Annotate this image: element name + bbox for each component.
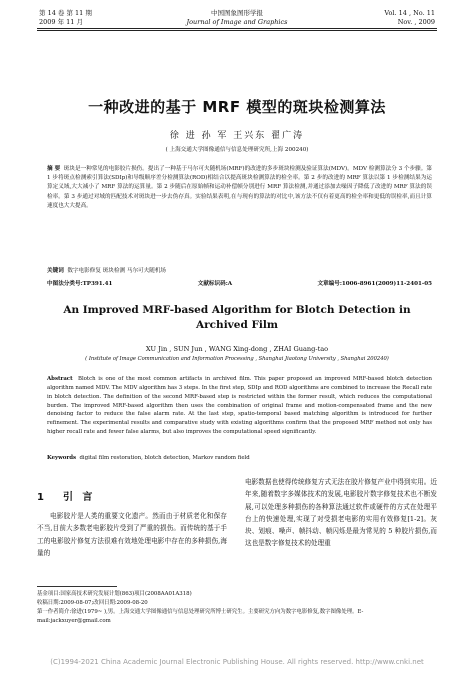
body-text-left: 电影胶片是人类的重要文化遗产。然而由于材质老化和保存不当,目前大多数老电影胶片受到了严重的损伤。而传统的基于手工的电影胶片修复方法很难有效地处理电影中存在的多种损伤,海量的: [37, 512, 227, 557]
body-text-right: 电影数据也使得传统修复方式无法在胶片修复产业中得到实用。近年来,随着数字多媒体技术的发展,电影胶片数字修复技术也不断发展,可以处理多种损伤的各种算法通过软件或硬件的方式在处理平台上的快速处理,实现了对受损老电影的实用有效修复[1-2]。灰块、划痕、噪声、帧抖动、帧闪烁是最为常见的 5 种胶片损伤,而这也是数字修复技术的处理重: [245, 478, 437, 548]
footnote-rule: [37, 586, 117, 587]
keywords-en: [47, 454, 432, 463]
journal-volume-en: [384, 9, 435, 26]
footnote-dates: 收稿日期:2009-08-07;改回日期:2009-08-20: [37, 600, 148, 606]
section-number: 1: [37, 492, 44, 503]
paper-title-cn: 一种改进的基于 MRF 模型的斑块检测算法: [88, 98, 386, 116]
keywords-cn: [47, 267, 432, 276]
journal-name-en: Journal of Image and Graphics: [186, 17, 288, 26]
keywords-cn-text: 数字电影修复 斑块检测 马尔可夫随机场: [67, 268, 167, 274]
keywords-en-label: Keywords: [47, 455, 77, 461]
abstract-en: [47, 375, 432, 437]
copyright-footer: (C)1994-2021 China Academic Journal Electronic Publishing House. All rights reserved. http://www.cnki.net: [50, 658, 424, 666]
abstract-cn: [47, 165, 432, 211]
authors-en: XU Jin , SUN Jun , WANG Xing-dong , ZHAI Guang-tao: [145, 345, 329, 353]
paper-title-en: An Improved MRF-based Algorithm for Blotch Detection in Archived Film: [63, 304, 411, 331]
abstract-cn-text: 斑块是一种常见的电影胶片损伤。提出了一种基于马尔可夫随机场(MRF)的改进的多步斑块检测及验证算法(MDV)。MDV 检测算法分 3 个步骤。第 1 步将斑点检测索引算法(SDIp)和导级顺序差分检测算法(ROD)相结合以提高斑块检测算法的检全率。第 2 步的改进的 MRF 算法以第 1 步检测结果为运算定义域,大大减小了 MRF 算法的运算量。第 2 步随后在原始帧和运动补偿帧分别进行 MRF 算法检测,并通过添加去噪因子降低了改进的 MRF 算法的误检率。第 3 步通过对域的匹配技术对斑块进一步去伪存真。实验结果表明,在与现有的算法的对比中,该方法不仅有着更高的检全率和更低的误检率,而且计算速度也大大提高。: [47, 166, 432, 209]
affiliation-en: ( Institute of Image Communication and Information Processing , Shanghai Jiaotong University , Shanghai 200240): [85, 356, 389, 362]
classification-line: [47, 279, 432, 287]
volume-issue: 第 14 卷 第 11 期: [39, 9, 92, 17]
issue-date: 2009 年 11 月: [39, 17, 84, 26]
section-title: 引 言: [62, 492, 93, 503]
abstract-en-text: Blotch is one of the most common artifacts in archived film. This paper proposed an improved MRF-based blotch detection algorithm named MDV. The MDV algorithm has 3 steps. In the first step, SDIp and ROD algorithms are combined to increase the Recall rate in blotch detection. The definition of the second MRF-based step is restricted within the former result, which reduces the computational burden. The improved MRF-based algorithm then uses the combination of original frame and motion-compensated frame and the new denoising factor to reduce the false alarm rate. At the last step, spatio-temporal based matching algorithm is introduced for further refinement. The experimental results and comparative study with existing algorithms confirm that the proposed MRF method not only has higher recall rate and fewer false alarms, but also improves the computational speed significantly.: [47, 376, 432, 436]
authors-cn: 徐 进 孙 军 王兴东 翟广涛: [169, 131, 305, 141]
volume-en: Vol. 14 , No. 11: [384, 9, 435, 17]
footnote-author-bio: 第一作者简介:徐进(1979~ ),男。上海交通大学图像通信与信息处理研究所博士研究生。主要研究方向为数字电影修复,数字图像处理。E-mail:jackxuyer@gmail.com: [37, 609, 364, 624]
affiliation-cn: ( 上海交通大学图像通信与信息处理研究所,上海 200240): [165, 147, 309, 153]
abstract-cn-label: 摘 要: [47, 166, 61, 172]
keywords-cn-label: 关键词: [47, 268, 64, 274]
header-rule-thin: [37, 30, 437, 31]
header-rule: [37, 28, 437, 29]
doc-code: 文献标识码:A: [197, 281, 233, 287]
footnote-fund: 基金项目:国家高技术研究发展计划(863)项目(2008AA01A318): [37, 591, 192, 597]
footnotes: [37, 590, 437, 626]
abstract-en-label: Abstract: [47, 376, 73, 382]
date-en: Nov. , 2009: [397, 17, 435, 26]
article-number: 文章编号:1006-8961(2009)11-2401-05: [317, 281, 432, 287]
clc-number: 中图法分类号:TP391.41: [47, 281, 113, 287]
section-heading-intro: [37, 488, 92, 503]
keywords-en-text: digital film restoration, blotch detection, Markov random field: [79, 455, 250, 461]
journal-name-cn: 中国图象图形学报: [211, 9, 263, 17]
